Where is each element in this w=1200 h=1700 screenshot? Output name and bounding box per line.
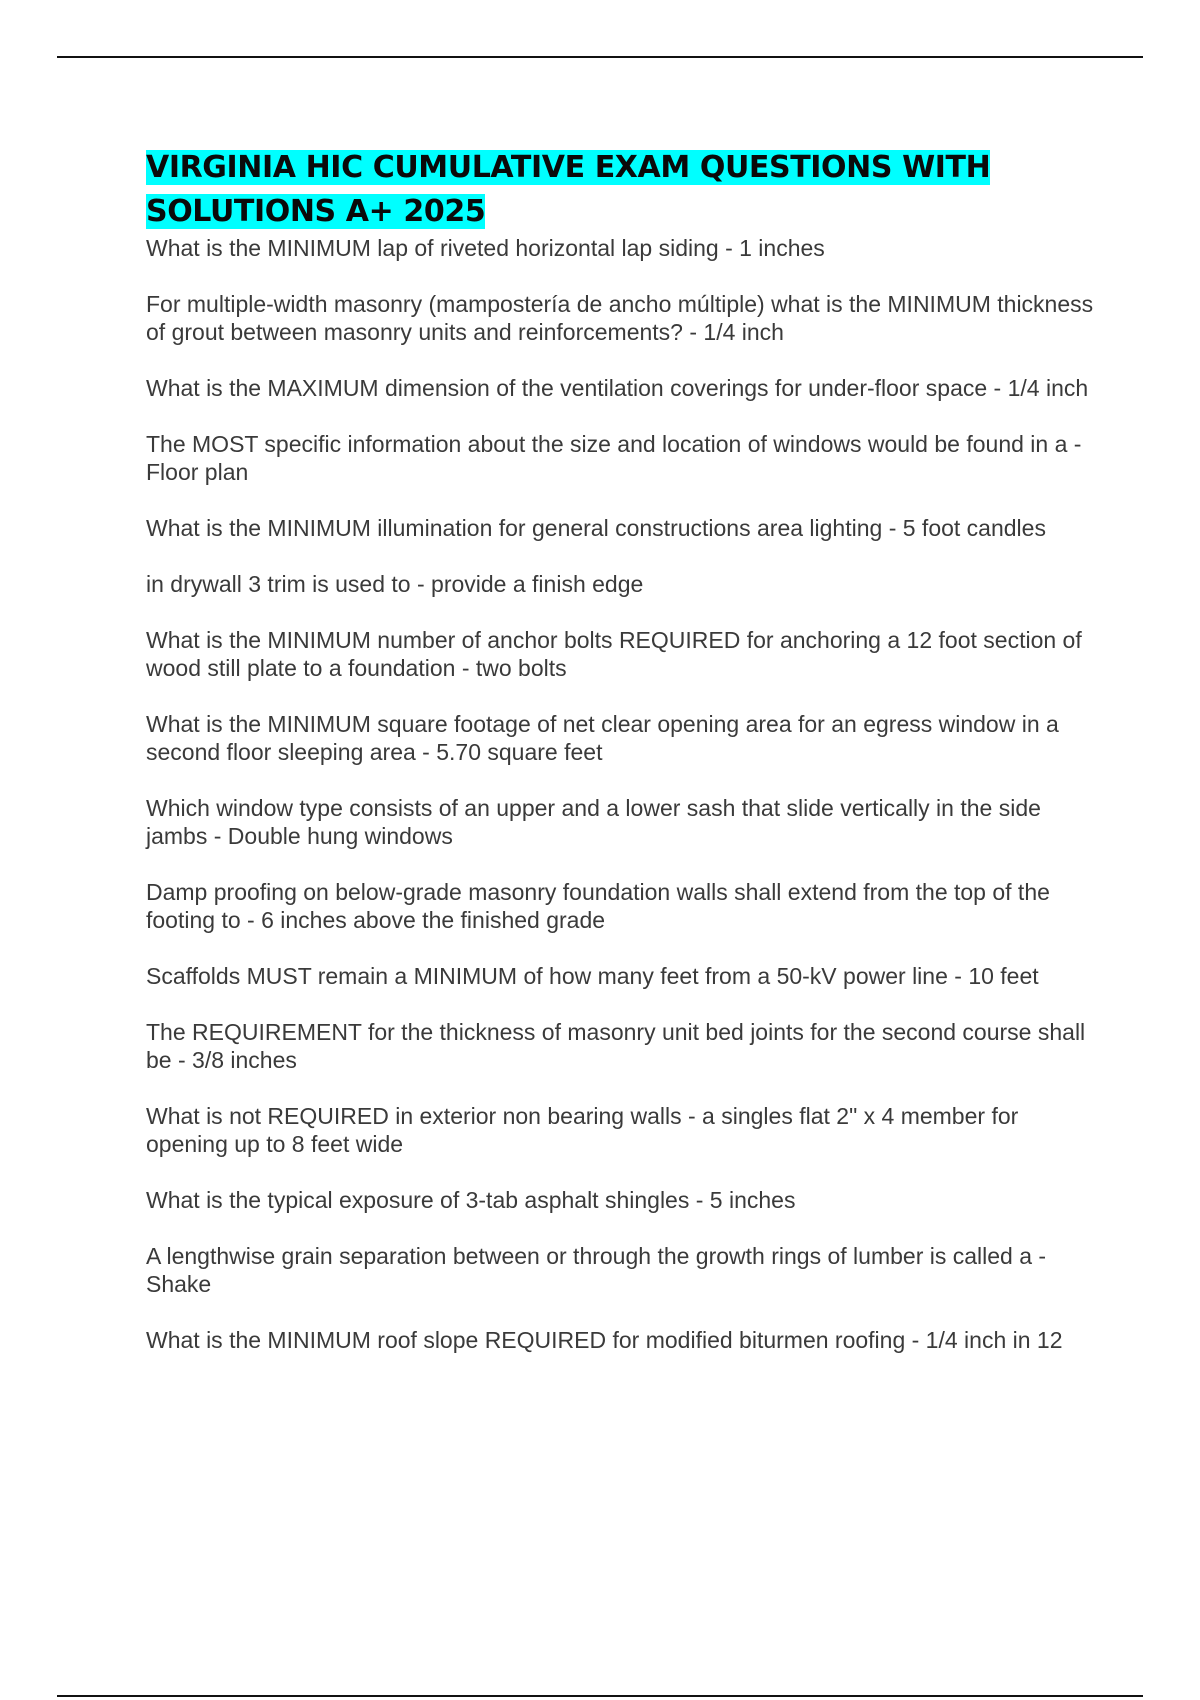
qa-item: in drywall 3 trim is used to - provide a finish edge <box>146 571 644 597</box>
document-title <box>146 146 1096 234</box>
title-highlight: VIRGINIA HIC CUMULATIVE EXAM QUESTIONS WITH SOLUTIONS A+ 2025 <box>146 150 991 229</box>
qa-item: What is the MAXIMUM dimension of the ventilation coverings for under-floor space - 1/4 inch <box>146 375 1089 401</box>
document-body <box>146 146 1096 1382</box>
qa-item: What is the MINIMUM number of anchor bolts REQUIRED for anchoring a 12 foot section of wood still plate to a foundation - two bolts <box>146 627 1082 681</box>
qa-item: The REQUIREMENT for the thickness of masonry unit bed joints for the second course shall be - 3/8 inches <box>146 1019 1086 1073</box>
qa-item: A lengthwise grain separation between or through the growth rings of lumber is called a - Shake <box>146 1243 1047 1297</box>
qa-item: What is the MINIMUM illumination for general constructions area lighting - 5 foot candles <box>146 515 1046 541</box>
qa-list <box>146 234 1096 1354</box>
qa-item: The MOST specific information about the size and location of windows would be found in a - Floor plan <box>146 431 1082 485</box>
qa-item: What is the typical exposure of 3-tab asphalt shingles - 5 inches <box>146 1187 796 1213</box>
qa-item: What is the MINIMUM lap of riveted horizontal lap siding - 1 inches <box>146 235 825 261</box>
qa-item: What is not REQUIRED in exterior non bearing walls - a singles flat 2" x 4 member for opening up to 8 feet wide <box>146 1103 1019 1157</box>
bottom-rule <box>57 1695 1143 1697</box>
qa-item: For multiple-width masonry (mampostería de ancho múltiple) what is the MINIMUM thickness of grout between masonry units and reinforcements? - 1/4 inch <box>146 291 1094 345</box>
qa-item: What is the MINIMUM roof slope REQUIRED for modified biturmen roofing - 1/4 inch in 12 <box>146 1327 1063 1353</box>
qa-item: What is the MINIMUM square footage of net clear opening area for an egress window in a second floor sleeping area - 5.70 square feet <box>146 711 1059 765</box>
top-rule <box>57 56 1143 58</box>
qa-item: Which window type consists of an upper and a lower sash that slide vertically in the side jambs - Double hung windows <box>146 795 1041 849</box>
qa-item: Damp proofing on below-grade masonry foundation walls shall extend from the top of the footing to - 6 inches above the finished grade <box>146 879 1050 933</box>
qa-item: Scaffolds MUST remain a MINIMUM of how many feet from a 50-kV power line - 10 feet <box>146 963 1039 989</box>
